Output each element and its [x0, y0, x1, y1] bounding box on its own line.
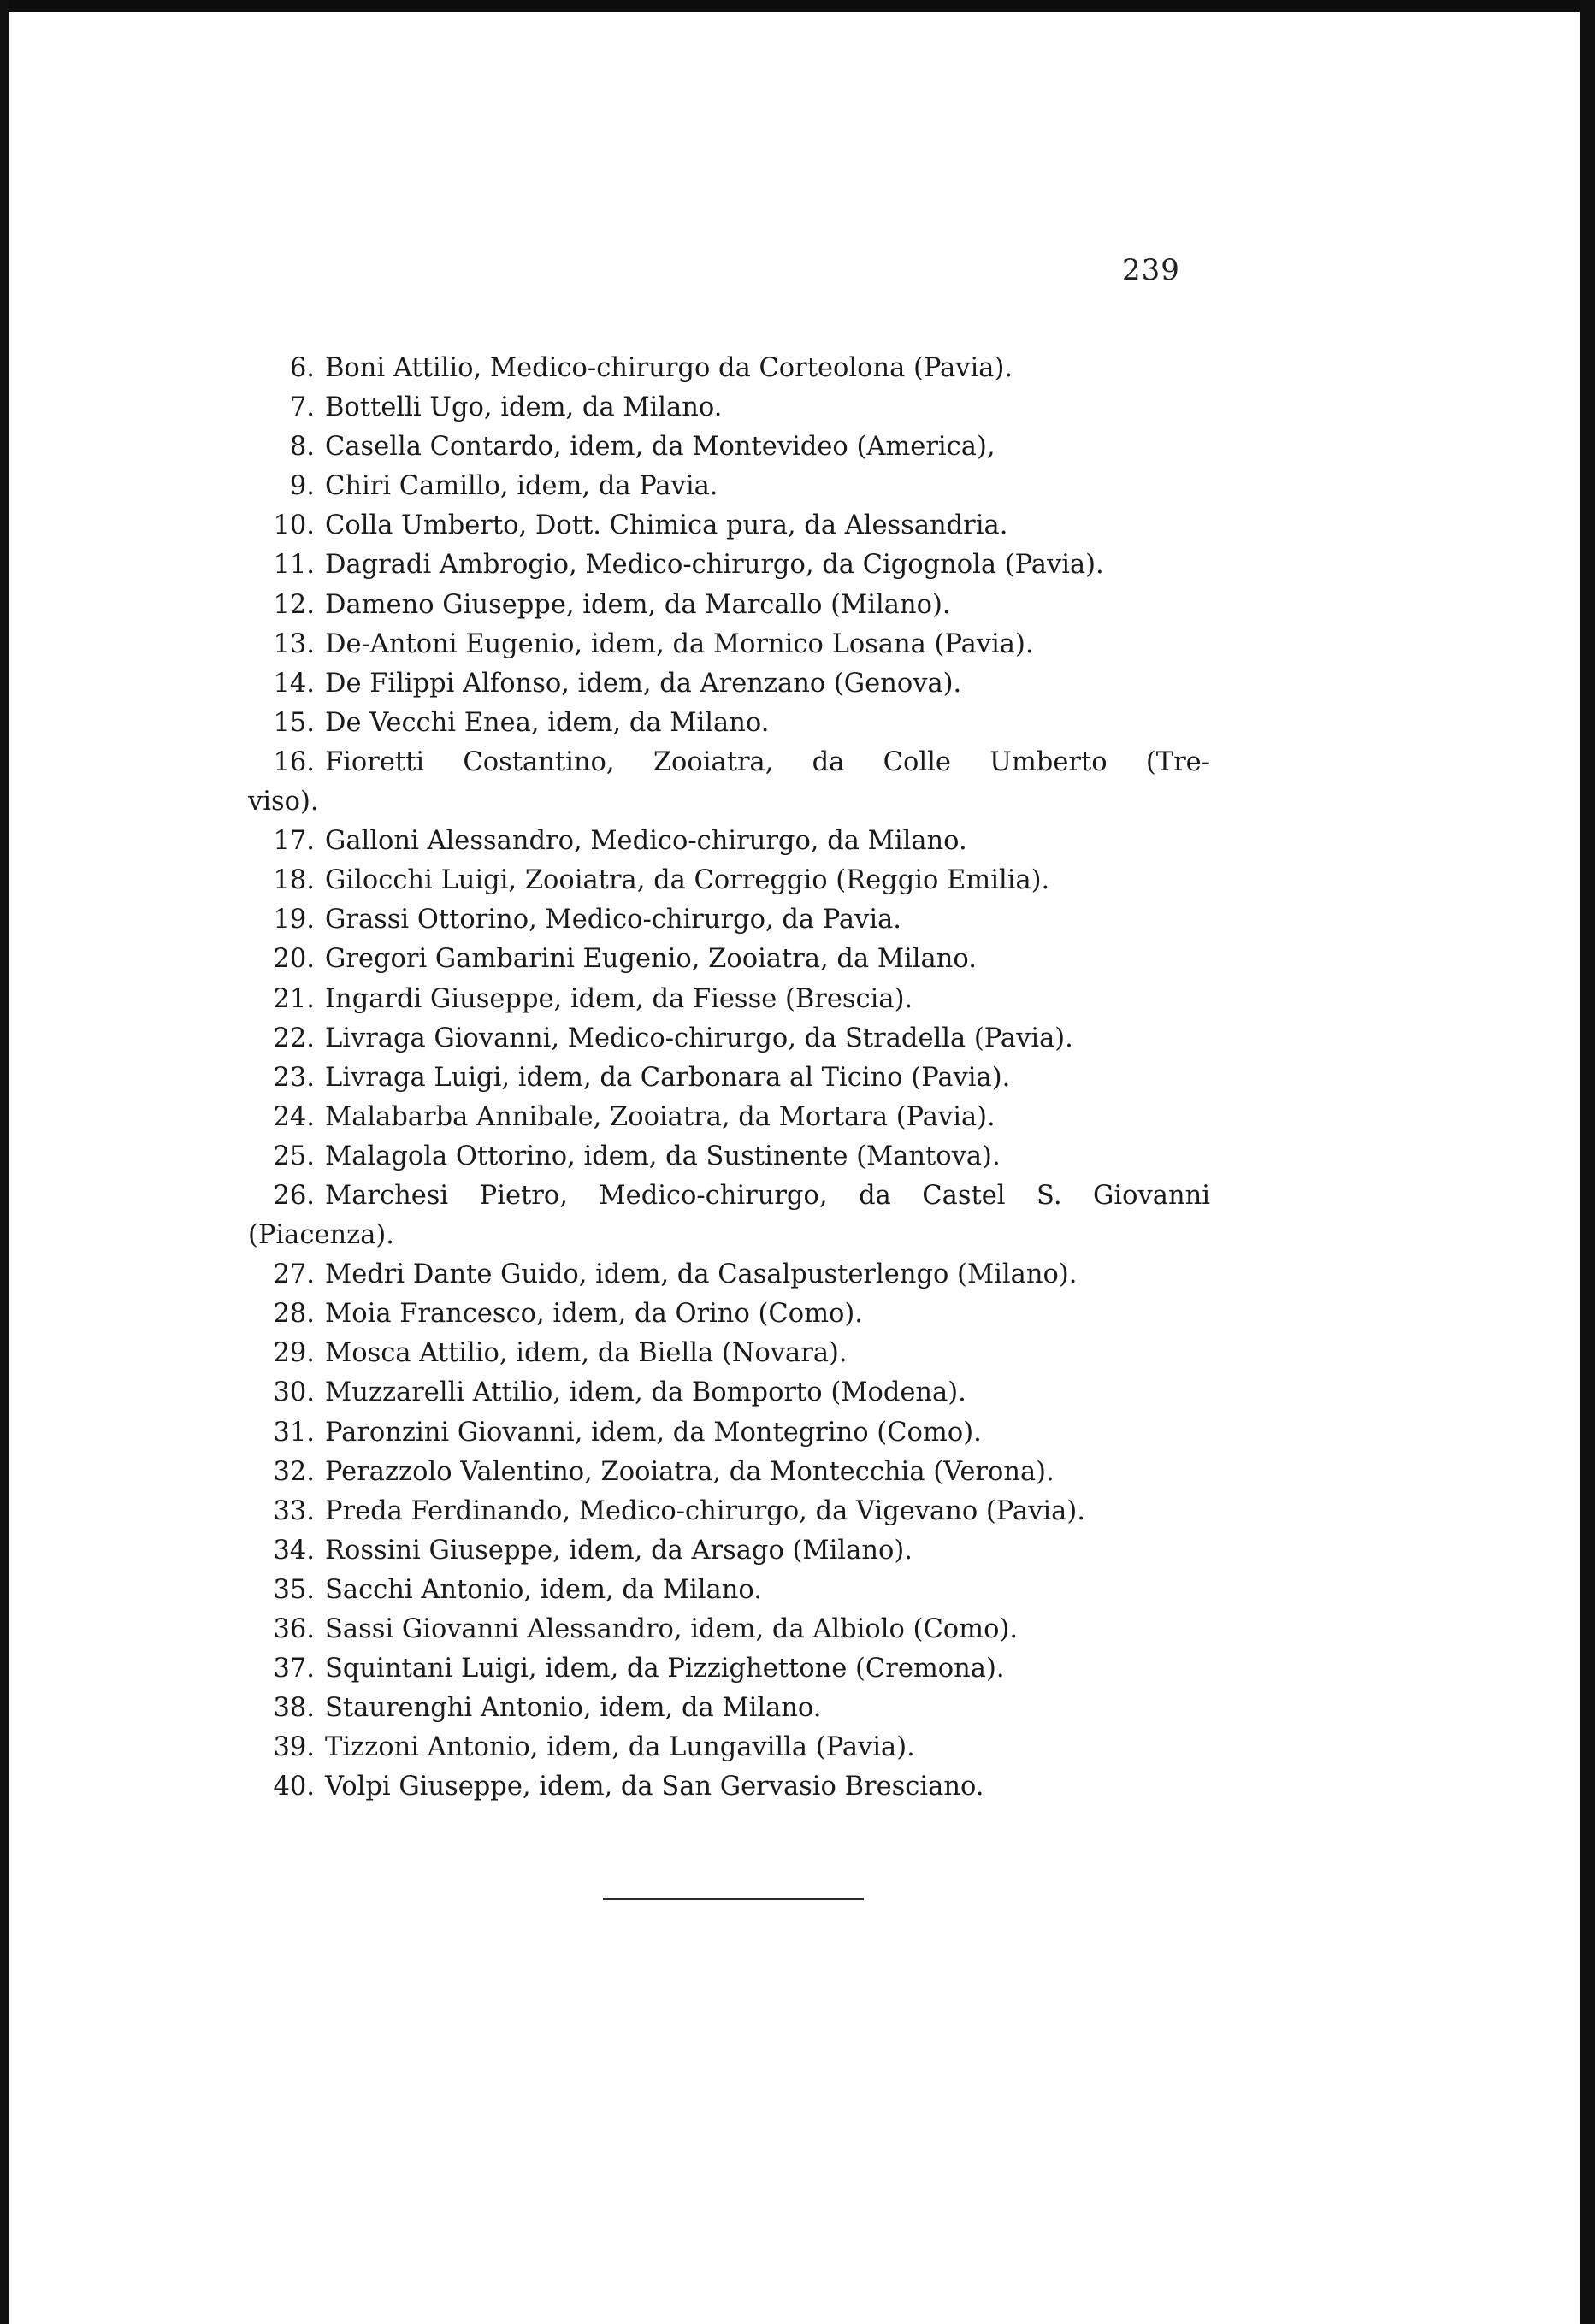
page-number: 239: [1122, 253, 1180, 287]
entry-text: Chiri Camillo, idem, da Pavia.: [325, 471, 718, 502]
list-item: [248, 428, 1210, 467]
entry-number: 13.: [273, 628, 315, 659]
entry-text: Paronzini Giovanni, idem, da Montegrino (Como).: [325, 1417, 982, 1448]
entry-number: 37.: [273, 1654, 315, 1684]
entry-number: 8.: [289, 432, 315, 463]
entry-continuation: viso).: [248, 787, 319, 817]
list-item: [248, 704, 1210, 743]
list-item: [248, 1019, 1210, 1059]
list-item: [248, 506, 1210, 546]
entry-number: 10.: [273, 510, 315, 541]
entry-text: Gilocchi Luigi, Zooiatra, da Correggio (Reggio Emilia).: [325, 865, 1050, 896]
entry-number: 19.: [273, 905, 315, 935]
entry-number: 16.: [273, 746, 315, 777]
list-item: [248, 1255, 1210, 1295]
entry-number: 27.: [273, 1259, 315, 1290]
list-item: [248, 861, 1210, 900]
entry-number: 22.: [273, 1023, 315, 1053]
entry-number: 40.: [273, 1772, 315, 1802]
list-item: [248, 1610, 1210, 1649]
list-item: [248, 900, 1210, 940]
entry-text: Gregori Gambarini Eugenio, Zooiatra, da Milano.: [325, 944, 977, 975]
list-item: [248, 625, 1210, 664]
entry-text: Colla Umberto, Dott. Chimica pura, da Alessandria.: [325, 510, 1008, 541]
entry-number: 6.: [289, 353, 315, 383]
list-item: [248, 940, 1210, 979]
scan-border-right: [1580, 0, 1595, 2324]
entry-number: 38.: [273, 1693, 315, 1724]
entry-text: Dagradi Ambrogio, Medico-chirurgo, da Cigognola (Pavia).: [325, 550, 1104, 581]
entry-text: Boni Attilio, Medico-chirurgo da Corteolona (Pavia).: [325, 353, 1013, 383]
entry-text: Staurenghi Antonio, idem, da Milano.: [325, 1693, 822, 1724]
list-item: [248, 1571, 1210, 1610]
entry-number: 29.: [273, 1338, 315, 1369]
entry-text: Livraga Giovanni, Medico-chirurgo, da Stradella (Pavia).: [325, 1023, 1073, 1053]
list-item: [248, 1373, 1210, 1413]
list-item: [248, 664, 1210, 704]
entry-text: Bottelli Ugo, idem, da Milano.: [325, 392, 723, 423]
entry-number: 12.: [273, 589, 315, 620]
entry-text: Marchesi Pietro, Medico-chirurgo, da Castel S. Giovanni: [325, 1180, 1210, 1211]
list-item: [248, 1531, 1210, 1571]
end-rule: [603, 1898, 864, 1900]
list-item: [248, 1137, 1210, 1177]
entry-number: 30.: [273, 1377, 315, 1408]
list-item: [248, 1177, 1210, 1216]
entry-number: 24.: [273, 1101, 315, 1132]
entry-text: Sassi Giovanni Alessandro, idem, da Albiolo (Como).: [325, 1614, 1019, 1644]
list-item: [248, 1453, 1210, 1492]
entry-text: Ingardi Giuseppe, idem, da Fiesse (Brescia).: [325, 983, 913, 1014]
entry-number: 31.: [273, 1417, 315, 1448]
entry-text: Perazzolo Valentino, Zooiatra, da Montecchia (Verona).: [325, 1456, 1054, 1487]
entry-text: Livraga Luigi, idem, da Carbonara al Ticino (Pavia).: [325, 1062, 1011, 1093]
entry-text: Malagola Ottorino, idem, da Sustinente (Mantova).: [325, 1141, 1001, 1171]
scan-border-left: [0, 0, 9, 2324]
entry-number: 20.: [273, 944, 315, 975]
entry-number: 17.: [273, 826, 315, 857]
entry-text: Medri Dante Guido, idem, da Casalpusterlengo (Milano).: [325, 1259, 1078, 1290]
entry-text: De Vecchi Enea, idem, da Milano.: [325, 707, 770, 738]
list-item: [248, 1098, 1210, 1137]
entry-number: 39.: [273, 1732, 315, 1763]
entry-text: Tizzoni Antonio, idem, da Lungavilla (Pavia).: [325, 1732, 915, 1763]
entry-number: 14.: [273, 668, 315, 699]
entry-number: 36.: [273, 1614, 315, 1644]
entry-text: Grassi Ottorino, Medico-chirurgo, da Pavia.: [325, 905, 901, 935]
list-item: [248, 1767, 1210, 1807]
list-item: [248, 1413, 1210, 1453]
entry-number: 35.: [273, 1574, 315, 1605]
entry-number: 9.: [289, 471, 315, 502]
entry-number: 33.: [273, 1495, 315, 1526]
entry-text: De Filippi Alfonso, idem, da Arenzano (Genova).: [325, 668, 962, 699]
entry-text: Sacchi Antonio, idem, da Milano.: [325, 1574, 762, 1605]
list-item: [248, 388, 1210, 428]
list-item: [248, 1492, 1210, 1531]
entry-number: 11.: [273, 550, 315, 581]
entry-number: 25.: [273, 1141, 315, 1171]
entry-text: Dameno Giuseppe, idem, da Marcallo (Milano).: [325, 589, 951, 620]
entry-number: 32.: [273, 1456, 315, 1487]
entry-list: [248, 349, 1210, 1807]
list-item: [248, 1689, 1210, 1728]
list-item: [248, 546, 1210, 585]
list-item: [248, 1334, 1210, 1373]
entry-text: Galloni Alessandro, Medico-chirurgo, da Milano.: [325, 826, 967, 857]
entry-number: 7.: [289, 392, 315, 423]
entry-text: Moia Francesco, idem, da Orino (Como).: [325, 1299, 863, 1330]
list-item: [248, 1728, 1210, 1767]
entry-text: Mosca Attilio, idem, da Biella (Novara).: [325, 1338, 848, 1369]
list-item: [248, 1059, 1210, 1098]
entry-number: 26.: [273, 1180, 315, 1211]
entry-text: Volpi Giuseppe, idem, da San Gervasio Bresciano.: [325, 1772, 984, 1802]
entry-text: Casella Contardo, idem, da Montevideo (America),: [325, 432, 995, 463]
entry-number: 28.: [273, 1299, 315, 1330]
list-item: [248, 467, 1210, 506]
entry-number: 34.: [273, 1535, 315, 1566]
list-item: [248, 743, 1210, 782]
list-item: [248, 980, 1210, 1019]
entry-text: Fioretti Costantino, Zooiatra, da Colle Umberto (Tre-: [325, 746, 1210, 777]
entry-number: 21.: [273, 983, 315, 1014]
entry-number: 18.: [273, 865, 315, 896]
entry-text: Squintani Luigi, idem, da Pizzighettone (Cremona).: [325, 1654, 1005, 1684]
entry-text: Muzzarelli Attilio, idem, da Bomporto (Modena).: [325, 1377, 966, 1408]
entry-text: De-Antoni Eugenio, idem, da Mornico Losana (Pavia).: [325, 628, 1034, 659]
list-item: [248, 586, 1210, 625]
list-item: [248, 1295, 1210, 1334]
list-item: [248, 1649, 1210, 1689]
entry-continuation: (Piacenza).: [248, 1220, 394, 1251]
entry-number: 23.: [273, 1062, 315, 1093]
list-item: [248, 822, 1210, 861]
scan-border-top: [0, 0, 1595, 12]
entry-text: Preda Ferdinando, Medico-chirurgo, da Vigevano (Pavia).: [325, 1495, 1085, 1526]
list-item: [248, 349, 1210, 388]
entry-text: Malabarba Annibale, Zooiatra, da Mortara (Pavia).: [325, 1101, 995, 1132]
entry-text: Rossini Giuseppe, idem, da Arsago (Milano).: [325, 1535, 913, 1566]
entry-number: 15.: [273, 707, 315, 738]
